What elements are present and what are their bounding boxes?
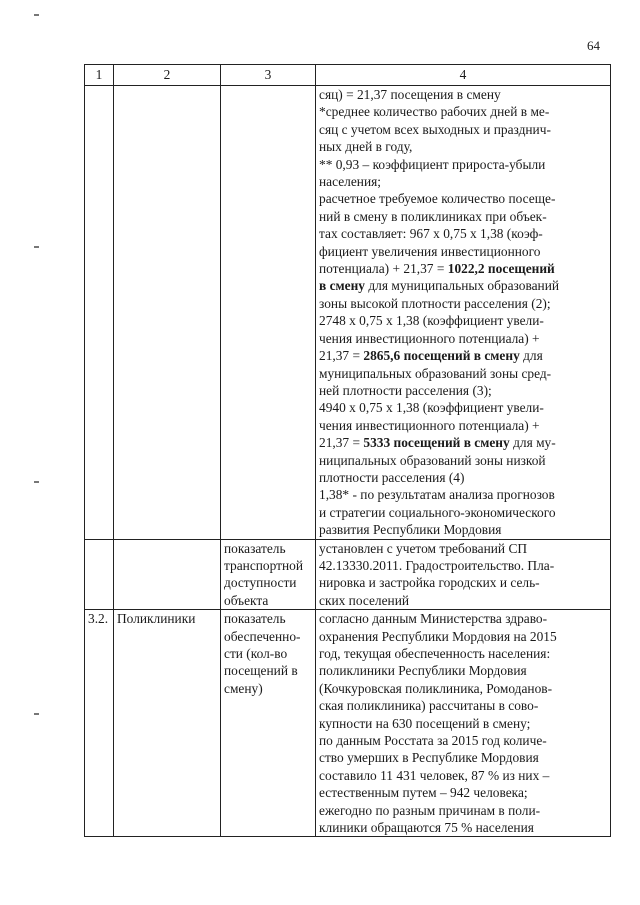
row-number-cell (85, 86, 114, 540)
header-cell: 2 (114, 65, 221, 86)
text-line: ний в смену в поликлиниках при объек- (319, 208, 547, 224)
text-fragment: 21,37 = (319, 348, 364, 364)
text-line: транспортной (224, 557, 304, 573)
text-line (319, 260, 607, 277)
text-line: муниципальных образований зоны сред- (319, 365, 552, 381)
text-line: 4940 х 0,75 х 1,38 (коэффициент увели- (319, 400, 544, 416)
bold-result: 2865,6 посещений в смену (363, 348, 520, 364)
text-line: ство умерших в Республике Мордовия (319, 750, 539, 766)
text-fragment: для (519, 348, 543, 364)
bold-result: в смену (319, 278, 365, 294)
description-cell (316, 86, 611, 540)
text-line: естественным путем – 942 человека; (319, 785, 528, 801)
text-line: объекта (224, 592, 269, 608)
row-number-cell: 3.2. (85, 610, 114, 837)
object-name-cell (114, 539, 221, 610)
text-line (319, 347, 607, 364)
text-line: ских поселений (319, 592, 410, 608)
text-line: Поликлиники (117, 611, 196, 627)
text-line: согласно данным Министерства здраво- (319, 611, 548, 627)
text-line: обеспеченно- (224, 628, 301, 644)
page-number: 64 (587, 38, 600, 53)
text-line (319, 434, 607, 451)
text-line: 42.13330.2011. Градостроительство. Пла- (319, 557, 555, 573)
text-line: чения инвестиционного потенциала) + (319, 330, 540, 346)
header-cell: 3 (221, 65, 316, 86)
text-line: посещений в (224, 663, 298, 679)
scan-mark (34, 481, 39, 483)
text-line: ** 0,93 – коэффициент прироста-убыли (319, 156, 546, 172)
description-cell (316, 610, 611, 837)
text-line: и стратегии социального-экономического (319, 504, 556, 520)
object-name-cell (114, 86, 221, 540)
text-line: 2748 х 0,75 х 1,38 (коэффициент увели- (319, 313, 544, 329)
indicator-cell (221, 539, 316, 610)
text-line: купности на 630 посещений в смену; (319, 715, 531, 731)
text-line: показатель (224, 611, 286, 627)
text-line: доступности (224, 575, 297, 591)
table-header-row (85, 65, 611, 86)
text-line: чения инвестиционного потенциала) + (319, 417, 540, 433)
text-line: по данным Росстата за 2015 год количе- (319, 733, 547, 749)
bold-result: 5333 посещений в смену (363, 435, 510, 451)
text-line: расчетное требуемое количество посеще- (319, 191, 556, 207)
scan-mark (34, 14, 39, 16)
row-number-cell (85, 539, 114, 610)
text-line: клиники обращаются 75 % населения (319, 820, 534, 836)
text-line: составило 11 431 человек, 87 % из них – (319, 767, 550, 783)
text-line: установлен с учетом требований СП (319, 540, 528, 556)
object-name-cell (114, 610, 221, 837)
text-line: зоны высокой плотности расселения (2); (319, 295, 551, 311)
text-line: (Кочкуровская поликлиника, Ромоданов- (319, 680, 553, 696)
text-line: нировка и застройка городских и сель- (319, 575, 540, 591)
text-line: поликлиники Республики Мордовия (319, 663, 527, 679)
text-line: сти (кол-во (224, 646, 288, 661)
table-row (85, 610, 611, 837)
text-fragment: 21,37 = (319, 435, 364, 451)
text-line: охранения Республики Мордовия на 2015 (319, 628, 557, 644)
indicator-cell (221, 86, 316, 540)
text-fragment: для муниципальных образований (365, 278, 560, 294)
text-line: плотности расселения (4) (319, 469, 465, 485)
text-fragment: для му- (509, 435, 556, 451)
indicator-cell (221, 610, 316, 837)
text-line: ежегодно по разным причинам в поли- (319, 802, 541, 818)
text-line: фициент увеличения инвестиционного (319, 243, 541, 259)
description-cell (316, 539, 611, 610)
document-table (84, 64, 611, 837)
text-line: сяц) = 21,37 посещения в смену (319, 87, 501, 102)
text-line (319, 277, 607, 294)
text-line: показатель (224, 540, 286, 556)
text-line: развития Республики Мордовия (319, 522, 502, 538)
text-fragment: потенциала) + 21,37 = (319, 261, 448, 277)
text-line: смену) (224, 680, 263, 696)
header-cell: 1 (85, 65, 114, 86)
text-line: сяц с учетом всех выходных и празднич- (319, 121, 551, 137)
bold-result: 1022,2 посещений (447, 261, 555, 277)
text-line: ская поликлиника) рассчитаны в сово- (319, 698, 539, 714)
text-line: ных дней в году, (319, 139, 413, 155)
table-row (85, 539, 611, 610)
text-line: год, текущая обеспеченность населения: (319, 646, 551, 661)
text-line: тах составляет: 967 х 0,75 х 1,38 (коэф- (319, 226, 543, 242)
text-line: *среднее количество рабочих дней в ме- (319, 104, 550, 120)
text-line: ниципальных образований зоны низкой (319, 452, 546, 468)
table-row (85, 86, 611, 540)
text-line: населения; (319, 174, 381, 190)
header-cell: 4 (316, 65, 611, 86)
text-line: ней плотности расселения (3); (319, 382, 492, 398)
scan-mark (34, 713, 39, 715)
text-line: 1,38* - по результатам анализа прогнозов (319, 487, 555, 503)
scan-mark (34, 246, 39, 248)
